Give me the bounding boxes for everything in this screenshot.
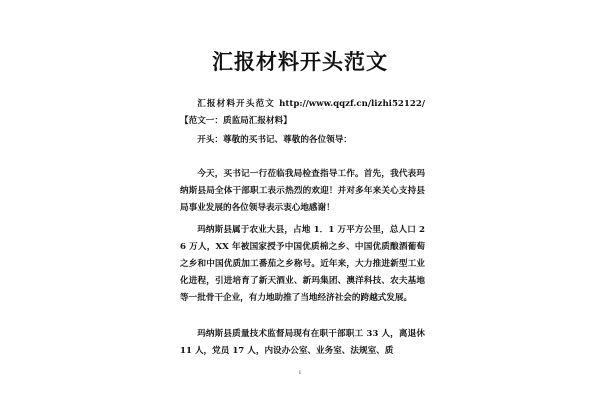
paragraph-county-overview: 玛纳斯县属于农业大县，占地 1．1 万平方公里，总人口 26 万人，XX 年被国家授予中国优质棉之乡、中国优质酿酒葡萄之乡和中国优质加工番茄之乡称号。近年来，大力推进新型工业化进程，引进培育了新天酒业、新玛集团、澳洋科技、农夫基地等一批骨干企业，有力地助推了当地经济社会的跨越式发展。 [180,225,425,303]
page-number: 1 [298,370,302,376]
paragraph-salutation: 开头：尊敬的买书记、尊敬的各位领导： [197,135,352,145]
paragraph-bureau-staff: 玛纳斯县质量技术监督局现有在职干部职工 33 人，离退休 11 人，党员 17 人，内设办公室、业务室、法规室、质 [180,329,425,356]
paragraph-intro-source: 汇报材料开头范文 http://www.qqzf.cn/lizhi52122/【范文一：质监局汇报材料】 [180,99,425,126]
document-title: 汇报材料开头范文 [212,49,388,74]
paragraph-welcome: 今天，买书记一行莅临我局检查指导工作。首先，我代表玛纳斯县局全体干部职工表示热烈的欢迎！并对多年来关心支持县局事业发展的各位领导表示衷心地感谢！ [180,169,425,213]
